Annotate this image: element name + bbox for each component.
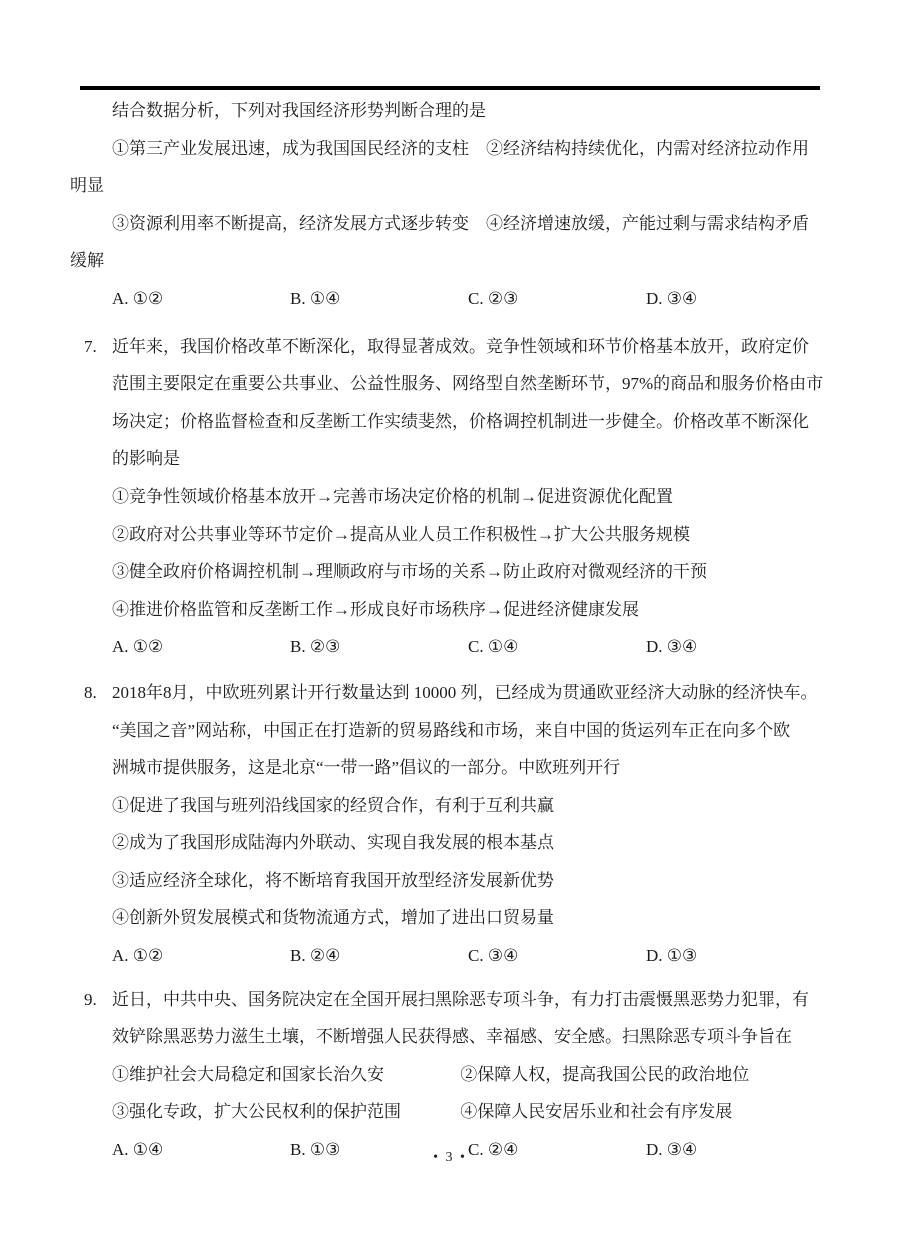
- question-stem-line: [0, 674, 900, 712]
- choice-c: C. ③④: [468, 946, 519, 966]
- option-1: ①维护社会大局稳定和国家长治久安: [112, 1064, 384, 1084]
- choice-b: B. ①③: [290, 1140, 341, 1160]
- choice-c: C. ①④: [468, 637, 519, 657]
- option-line-3: ③健全政府价格调控机制→理顺政府与市场的关系→防止政府对微观经济的干预: [112, 562, 707, 582]
- question-stem-line: 场决定；价格监督检查和反垄断工作实绩斐然，价格调控机制进一步健全。价格改革不断深化: [112, 411, 809, 431]
- header-rule: [80, 86, 820, 90]
- option-line-3-4-wrap: 缓解: [70, 251, 104, 271]
- option-line-2: ②政府对公共事业等环节定价→提高从业人员工作积极性→扩大公共服务规模: [112, 524, 690, 544]
- question-8: [0, 674, 900, 975]
- answer-choices: [0, 280, 900, 318]
- page-number: • 3 •: [433, 1150, 467, 1165]
- choice-c: C. ②④: [468, 1140, 519, 1160]
- answer-choices: [0, 628, 900, 666]
- choice-d: D. ③④: [646, 288, 698, 308]
- choice-d: D. ③④: [646, 637, 698, 657]
- choice-a: A. ①②: [112, 946, 164, 966]
- stem-text: 2018年8月，中欧班列累计开行数量达到 10000 列，已经成为贯通欧亚经济大动脉的经济快车。: [112, 682, 818, 702]
- question-7: [0, 328, 900, 666]
- question-stem-line: 范围主要限定在重要公共事业、公益性服务、网络型自然垄断环节，97%的商品和服务价格由市: [112, 374, 824, 394]
- option-line-1: ①促进了我国与班列沿线国家的经贸合作，有利于互利共赢: [112, 795, 554, 815]
- option-line-4: ④创新外贸发展模式和货物流通方式，增加了进出口贸易量: [112, 908, 554, 928]
- option-row-2: [0, 1093, 900, 1131]
- question-stem-line: [0, 328, 900, 366]
- option-line-3-4: ③资源利用率不断提高，经济发展方式逐步转变 ④经济增速放缓，产能过剩与需求结构矛盾: [112, 213, 809, 233]
- question-number: 8.: [84, 682, 97, 702]
- option-4: ④保障人民安居乐业和社会有序发展: [460, 1102, 733, 1122]
- question-number: 9.: [84, 989, 97, 1009]
- question-stem-line: 的影响是: [112, 449, 180, 469]
- question-stem-line: 洲城市提供服务，这是北京“一带一路”倡议的一部分。中欧班列开行: [112, 758, 621, 778]
- question-6-continuation: [0, 92, 900, 318]
- option-line-1-2-wrap: 明显: [70, 176, 104, 196]
- choice-b: B. ①④: [290, 288, 341, 308]
- question-stem-line: [0, 981, 900, 1019]
- option-line-4: ④推进价格监管和反垄断工作→形成良好市场秩序→促进经济健康发展: [112, 599, 639, 619]
- option-line-2: ②成为了我国形成陆海内外联动、实现自我发展的根本基点: [112, 833, 554, 853]
- question-number: 7.: [84, 336, 97, 356]
- stem-text: 近年来，我国价格改革不断深化，取得显著成效。竞争性领域和环节价格基本放开，政府定价: [112, 336, 809, 356]
- exam-content: [0, 92, 900, 1169]
- question-stem-line: “美国之音”网站称，中国正在打造新的贸易路线和市场，来自中国的货运列车正在向多个欧: [112, 720, 791, 740]
- question-9: [0, 981, 900, 1169]
- choice-b: B. ②④: [290, 946, 341, 966]
- option-line-1-2: ①第三产业发展迅速，成为我国国民经济的支柱 ②经济结构持续优化，内需对经济拉动作用: [112, 138, 809, 158]
- choice-a: A. ①④: [112, 1140, 164, 1160]
- choice-b: B. ②③: [290, 637, 341, 657]
- question-stem-line: 效铲除黑恶势力滋生土壤，不断增强人民获得感、幸福感、安全感。扫黑除恶专项斗争旨在: [112, 1027, 792, 1047]
- option-row-1: [0, 1056, 900, 1094]
- choice-a: A. ①②: [112, 637, 164, 657]
- option-3: ③强化专政，扩大公民权利的保护范围: [112, 1102, 401, 1122]
- choice-d: D. ③④: [646, 1140, 698, 1160]
- choice-c: C. ②③: [468, 288, 519, 308]
- option-2: ②保障人权，提高我国公民的政治地位: [460, 1064, 750, 1084]
- choice-d: D. ①③: [646, 946, 698, 966]
- option-line-1: ①竞争性领域价格基本放开→完善市场决定价格的机制→促进资源优化配置: [112, 486, 673, 506]
- answer-choices: [0, 937, 900, 975]
- option-line-3: ③适应经济全球化，将不断培育我国开放型经济发展新优势: [112, 870, 554, 890]
- choice-a: A. ①②: [112, 288, 164, 308]
- stem-text: 近日，中共中央、国务院决定在全国开展扫黑除恶专项斗争，有力打击震慑黑恶势力犯罪，有: [112, 989, 809, 1009]
- question-stem: 结合数据分析，下列对我国经济形势判断合理的是: [112, 101, 486, 120]
